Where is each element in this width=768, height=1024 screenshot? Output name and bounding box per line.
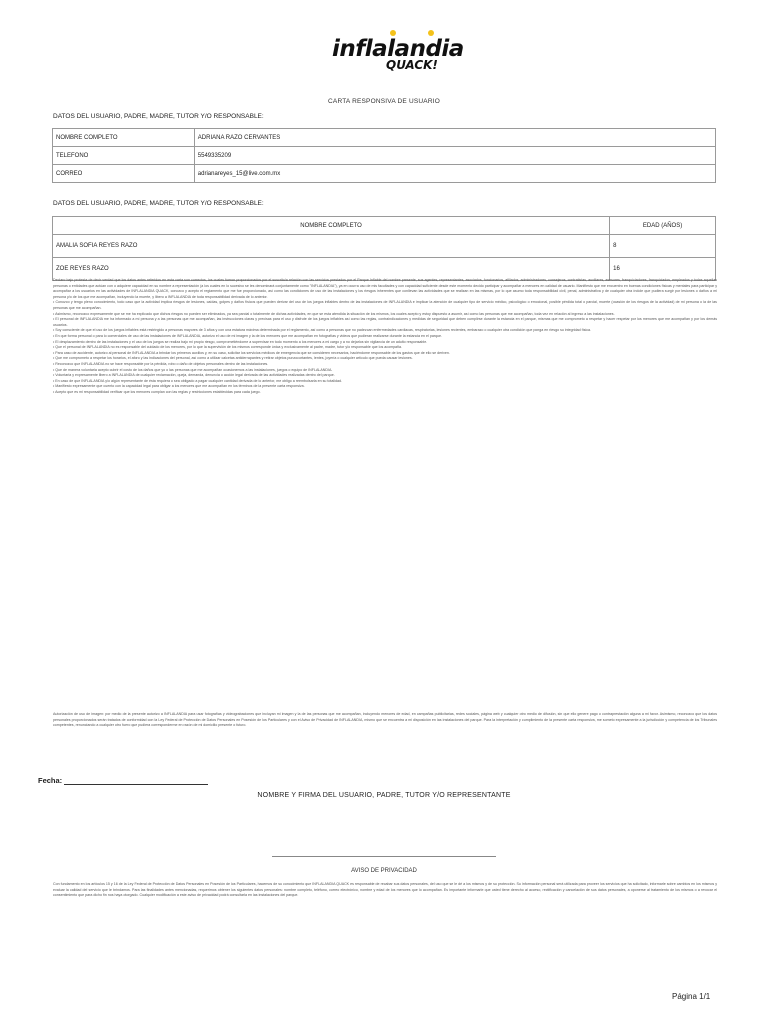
date-line bbox=[64, 784, 208, 785]
document-title: CARTA RESPONSIVA DE USUARIO bbox=[328, 98, 440, 105]
legal-bullet: • Conozco y tengo pleno conocimiento, todo caso que la actividad implica riesgos de lesiones, caídas, golpes y daños físicos que pueden derivar del uso de los juegos inflables dentro de las instalaciones de INFLALANDIA e implicar la atención de cualquier tipo de servicio médico, psicológico o emocional, posible pérdida total o parcial, muerte (ocasión de los riesgos de la actividad) de mi persona o la de las personas que me acompañan. bbox=[53, 300, 717, 310]
row-value-phone: 5549335209 bbox=[194, 147, 715, 165]
legal-paragraph: Autorización de uso de imagen: por medio de la presente autorizo a INFLALANDIA para usar fotografías y videograbaciones que incluyan mi imagen y la de las personas que me acompañan, incluyendo menores de edad, en campañas publicitarias, redes sociales, página web y cualquier otro medio de difusión, sin que ello genere pago o contraprestación alguna a mi favor. Asimismo, reconozco que los datos personales proporcionados serán tratados de conformidad con la Ley Federal de Protección de Datos Personales en Posesión de los Particulares y con el Aviso de Privacidad de INFLALANDIA, mismo que se encuentra a mi disposición en las instalaciones del parque. Para la interpretación y cumplimiento de la presente carta responsiva, me someto expresamente a la jurisdicción y competencia de los Tribunales competentes, renunciando a cualquier otro fuero que pudiera corresponderme en razón de mi domicilio presente o futuro. bbox=[53, 712, 717, 728]
bullet-text: El personal de INFLALANDIA me ha informado a mí persona y a las personas que me acompañan, las instrucciones claras y precisas para el uso y disfrute de los juegos inflables así como las reglas, contraindicaciones y medidas de seguridad que deben cumplirse durante la estancia en el parque, mismas que me comprometo a respetar y hacer respetar por los menores que me acompañan y por los demás usuarios. bbox=[53, 317, 717, 327]
row-label-name: NOMBRE COMPLETO bbox=[53, 129, 195, 147]
bullet-text: Voluntaria y expresamente libero a INFLALANDIA de cualquier reclamación, queja, demanda, denuncia o acción legal derivada de las actividades realizadas dentro del parque. bbox=[55, 373, 335, 378]
privacy-paragraph: Con fundamento en los artículos 15 y 16 de la Ley Federal de Protección de Datos Personales en Posesión de los Particulares, hacemos de su conocimiento que INFLALANDIA QUACK es responsable de recabar sus datos personales, del uso que se le dé a los mismos y de su protección. Su información personal será utilizada para proveer los servicios que ha solicitado, informarle sobre cambios en los mismos y evaluar la calidad del servicio que le brindamos. Para las finalidades antes mencionadas, requerimos obtener los siguientes datos personales: nombre completo, teléfono, correo electrónico, nombre y edad de los menores que lo acompañan. Es importante informarle que usted tiene derecho al acceso, rectificación y cancelación de sus datos personales, a oponerse al tratamiento de los mismos o a revocar el consentimiento que para dicho fin nos haya otorgado. Cualquier modificación a este aviso de privacidad podrá consultarla en las instalaciones del parque. bbox=[53, 882, 717, 898]
bullet-text: Que de manera voluntaria acepto cubrir el costo de los daños que yo o las personas que me acompañan ocasionemos a las instalaciones, juegos o equipo de INFLALANDIA. bbox=[55, 367, 333, 372]
bullet-text: En que forma personal o para lo comerciales de uso de las instalaciones de INFLALANDIA, autorizo el uso de mi imagen y la de los menores que me acompañan en fotografías y videos que pudieran realizarse durante la estancia en el parque. bbox=[55, 333, 443, 338]
table-row bbox=[53, 235, 716, 258]
row-value-email: adrianareyes_15@live.com.mx bbox=[194, 165, 715, 183]
legal-bullet: • Que me comprometo a respetar los horarios, el aforo y las indicaciones del personal, así como a utilizar calcetas antiderrapantes y retirar objetos punzocortantes, lentes, joyería o cualquier artículo que pueda causar lesiones. bbox=[53, 356, 413, 361]
legal-bullet: • Manifiesto expresamente que cuento con la capacidad legal para obligar a los menores que me acompañan en los términos de la presente carta responsiva. bbox=[53, 384, 305, 389]
legal-bullet: • Voluntaria y expresamente libero a INFLALANDIA de cualquier reclamación, queja, demanda, denuncia o acción legal derivada de las actividades realizadas dentro del parque. bbox=[53, 373, 335, 378]
legal-bullet: • Asimismo, reconozco expresamente que se me ha explicado que dichos riesgos no pueden ser eliminados, ya sea parcial o totalmente de dichas actividades, en que se esta atendida la situación de los mismos, los cuales acepto y estoy dispuesto a asumir, así como las personas que me acompañan, toda vez en relación al ingreso a las instalaciones. bbox=[53, 311, 615, 316]
bullet-text: El desplazamiento dentro de las instalaciones y el uso de los juegos se realiza bajo mi propio riesgo, comprometiéndome a supervisar en todo momento a los menores a mi cargo y a no dejarlos sin vigilancia de un adulto responsable. bbox=[55, 339, 428, 344]
bullet-text: Acepto que es mi responsabilidad verificar que los menores cumplan con las reglas y restricciones establecidas para cada juego. bbox=[55, 389, 261, 394]
bullet-text: Que me comprometo a respetar los horarios, el aforo y las indicaciones del personal, así como a utilizar calcetas antiderrapantes y retirar objetos punzocortantes, lentes, joyería o cualquier artículo que pueda causar lesiones. bbox=[55, 356, 413, 361]
legal-bullet: • Para caso de accidente, autorizo al personal de INFLALANDIA a brindar los primeros auxilios y, en su caso, solicitar los servicios médicos de emergencia que se consideren necesarios, haciéndome responsable de los gastos que de ello se deriven. bbox=[53, 350, 450, 355]
legal-bullet: • Que de manera voluntaria acepto cubrir el costo de los daños que yo o las personas que me acompañan ocasionemos a las instalaciones, juegos o equipo de INFLALANDIA. bbox=[53, 367, 333, 372]
responsible-table bbox=[52, 128, 716, 183]
logo-subtitle: QUACK! bbox=[386, 58, 438, 72]
user-age: 16 bbox=[610, 258, 716, 281]
row-label-email: CORREO bbox=[53, 165, 195, 183]
section-heading-responsible: DATOS DEL USUARIO, PADRE, MADRE, TUTOR Y/O RESPONSABLE: bbox=[53, 113, 264, 120]
bullet-text: Soy consciente de que el uso de los juegos inflables está restringido a personas mayores de 3 años y con una estatura máxima determinada por el reglamento, así como a personas que no padezcan enfermedades cardiacas, respiratorias, lesiones recientes, embarazo o cualquier otra condición que ponga en riesgo su integridad física. bbox=[55, 328, 592, 333]
privacy-title: AVISO DE PRIVACIDAD bbox=[351, 868, 417, 874]
legal-bullet: • Soy consciente de que el uso de los juegos inflables está restringido a personas mayores de 3 años y con una estatura máxima determinada por el reglamento, así como a personas que no padezcan enfermedades cardiacas, respiratorias, lesiones recientes, embarazo o cualquier otra condición que ponga en riesgo su integridad física. bbox=[53, 328, 592, 333]
legal-bullet: • Que el personal de INFLALANDIA no es responsable del cuidado de los menores, por lo que la supervisión de los mismos corresponde única y exclusivamente al padre, madre, tutor y/o responsable que los acompaña. bbox=[53, 345, 403, 350]
privacy-text bbox=[53, 882, 717, 899]
table-row bbox=[53, 165, 716, 183]
bullet-text: Conozco y tengo pleno conocimiento, todo caso que la actividad implica riesgos de lesiones, caídas, golpes y daños físicos que pueden derivar del uso de los juegos inflables dentro de las instalaciones de INFLALANDIA e implicar la atención de cualquier tipo de servicio médico, psicológico o emocional, posible pérdida total o parcial, muerte (ocasión de los riesgos de la actividad) de mi persona o la de las personas que me acompañan. bbox=[53, 300, 717, 310]
image-rights-text bbox=[53, 712, 717, 729]
legal-bullet: • En que forma personal o para lo comerciales de uso de las instalaciones de INFLALANDIA, autorizo el uso de mi imagen y la de los menores que me acompañan en fotografías y videos que pudieran realizarse durante la estancia en el parque. bbox=[53, 333, 443, 338]
table-header-row bbox=[53, 217, 716, 235]
legal-bullet: • En caso de que INFLALANDIA y/o algún representante de ésta requiera o sea obligado a pagar cualquier cantidad derivada de lo anterior, me obligo a reembolsarla en su totalidad. bbox=[53, 378, 342, 383]
signature-line bbox=[272, 856, 496, 857]
legal-bullet: • Acepto que es mi responsabilidad verificar que los menores cumplan con las reglas y restricciones establecidas para cada juego. bbox=[53, 389, 261, 394]
bullet-text: Que el personal de INFLALANDIA no es responsable del cuidado de los menores, por lo que la supervisión de los mismos corresponde única y exclusivamente al padre, madre, tutor y/o responsable que los acompaña. bbox=[55, 345, 403, 350]
legal-bullet: • Reconozco que INFLALANDIA no se hace responsable por la pérdida, robo o daño de objetos personales dentro de las instalaciones. bbox=[53, 361, 269, 366]
legal-bullet: • El desplazamiento dentro de las instalaciones y el uso de los juegos se realiza bajo mi propio riesgo, comprometiéndome a supervisar en todo momento a los menores a mi cargo y a no dejarlos sin vigilancia de un adulto responsable. bbox=[53, 339, 428, 344]
bullet-text: Reconozco que INFLALANDIA no se hace responsable por la pérdida, robo o daño de objetos personales dentro de las instalaciones. bbox=[55, 361, 269, 366]
legal-body bbox=[53, 278, 717, 395]
page-number: Página 1/1 bbox=[672, 992, 711, 1001]
bullet-text: Asimismo, reconozco expresamente que se me ha explicado que dichos riesgos no pueden ser eliminados, ya sea parcial o totalmente de dichas actividades, en que se esta atendida la situación de los mismos, los cuales acepto y estoy dispuesto a asumir, así como las personas que me acompañan, toda vez en relación al ingreso a las instalaciones. bbox=[55, 311, 615, 316]
user-name: AMALIA SOFIA REYES RAZO bbox=[53, 235, 610, 258]
logo-wordmark: inflalandia bbox=[332, 36, 464, 62]
users-table bbox=[52, 216, 716, 281]
bullet-text: Manifiesto expresamente que cuento con la capacidad legal para obligar a los menores que me acompañan en los términos de la presente carta responsiva. bbox=[55, 384, 305, 389]
col-header-age: EDAD (AÑOS) bbox=[610, 217, 716, 235]
section-heading-users: DATOS DEL USUARIO, PADRE, MADRE, TUTOR Y/O RESPONSABLE: bbox=[53, 200, 264, 207]
date-label: Fecha: bbox=[38, 776, 63, 785]
table-row bbox=[53, 147, 716, 165]
col-header-name: NOMBRE COMPLETO bbox=[53, 217, 610, 235]
table-row bbox=[53, 129, 716, 147]
legal-paragraph: Declaro bajo protesta de decir verdad que los datos antes referidos en esta carta son correctos, los cuales fueron proporcionados por el suscrito/a relación con las servicios prestados por el Parque Inflable del nombre presente, sus agentes, representantes, asociados, funcionarios, afiliados, administradores, consejeros, contratistas, auxiliares, asesores, franquiciadores, franquiciados, empleados y todas aquellas personas o entidades que actúan con o adquiere capacidad en su nombre a representación (a los cuales en lo sucesivo se les denominará conjuntamente como "INFLALANDIA"), ya en ocurra uso de mis facultades y con capacidad suficiente desde este momento decido participar y acompañar a menores en calidad de usuario. Manifiesto que me encuentro en buenas condiciones físicas y mentales para participar y acompañar a los usuarios en las actividades de INFLALANDIA QUACK, conozco y acepto el reglamento que me fue proporcionado, así como las condiciones de uso de las instalaciones y los riesgos inherentes que conllevan las actividades que se realizan en las mismas, por lo que asumo toda responsabilidad civil, penal, administrativa y de cualquier otra índole que pudiera surgir por lesiones o daños a mi persona y/o de los que me acompañan, incluyendo la muerte, y libero a INFLALANDIA de toda responsabilidad derivada de lo anterior. bbox=[53, 278, 717, 299]
user-age: 8 bbox=[610, 235, 716, 258]
legal-bullet: • El personal de INFLALANDIA me ha informado a mí persona y a las personas que me acompañan, las instrucciones claras y precisas para el uso y disfrute de los juegos inflables así como las reglas, contraindicaciones y medidas de seguridad que deben cumplirse durante la estancia en el parque, mismas que me comprometo a respetar y hacer respetar por los menores que me acompañan y por los demás usuarios. bbox=[53, 317, 717, 327]
row-label-phone: TELEFONO bbox=[53, 147, 195, 165]
bullet-text: En caso de que INFLALANDIA y/o algún representante de ésta requiera o sea obligado a pagar cualquier cantidad derivada de lo anterior, me obligo a reembolsarla en su totalidad. bbox=[55, 378, 342, 383]
bullet-text: Para caso de accidente, autorizo al personal de INFLALANDIA a brindar los primeros auxilios y, en su caso, solicitar los servicios médicos de emergencia que se consideren necesarios, haciéndome responsable de los gastos que de ello se deriven. bbox=[55, 350, 450, 355]
signature-label: NOMBRE Y FIRMA DEL USUARIO, PADRE, TUTOR Y/O REPRESENTANTE bbox=[257, 792, 511, 799]
row-value-name: ADRIANA RAZO CERVANTES bbox=[194, 129, 715, 147]
inflalandia-logo bbox=[328, 24, 464, 74]
user-name: ZOE REYES RAZO bbox=[53, 258, 610, 281]
